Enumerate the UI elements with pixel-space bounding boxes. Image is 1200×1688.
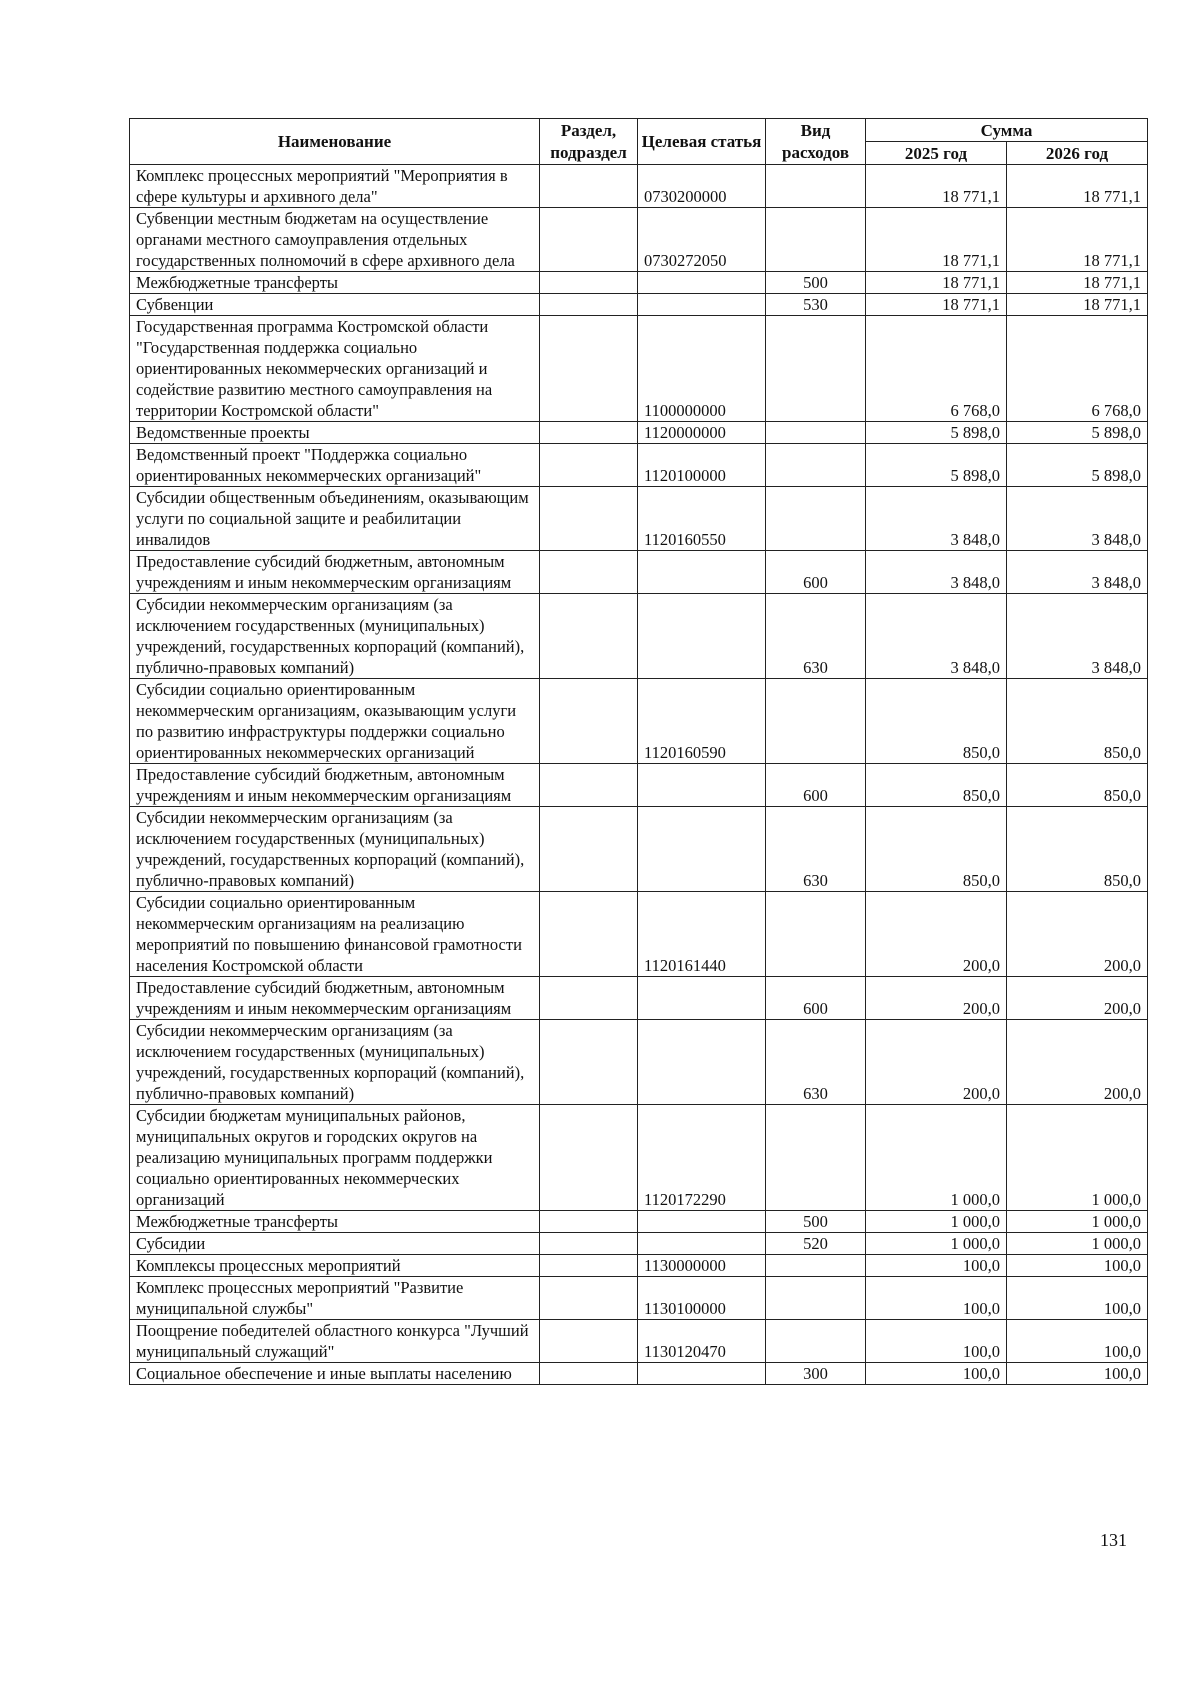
row-section [540,294,638,316]
table-row [130,1255,1148,1277]
row-sum-2026: 18 771,1 [1007,272,1148,294]
table-row [130,1233,1148,1255]
row-kind [766,165,866,208]
row-section [540,594,638,679]
row-article: 1120160590 [638,679,766,764]
row-article [638,551,766,594]
budget-table [129,118,1148,1385]
row-sum-2025: 200,0 [866,892,1007,977]
row-name: Субвенции [130,294,540,316]
row-sum-2026: 200,0 [1007,1020,1148,1105]
row-section [540,1320,638,1363]
row-kind [766,316,866,422]
row-kind [766,444,866,487]
table-row [130,487,1148,551]
row-section [540,1255,638,1277]
table-row [130,165,1148,208]
row-name: Субсидии некоммерческим организациям (за исключением государственных (муниципальных) учреждений, государственных корпораций (компаний), публично-правовых компаний) [130,594,540,679]
row-sum-2026: 5 898,0 [1007,444,1148,487]
row-kind [766,1277,866,1320]
row-name: Предоставление субсидий бюджетным, автономным учреждениям и иным некоммерческим организациям [130,551,540,594]
table-row [130,208,1148,272]
row-sum-2026: 1 000,0 [1007,1105,1148,1211]
row-name: Субсидии общественным объединениям, оказывающим услуги по социальной защите и реабилитации инвалидов [130,487,540,551]
row-kind: 630 [766,594,866,679]
row-sum-2026: 18 771,1 [1007,294,1148,316]
row-kind [766,422,866,444]
row-article: 1130000000 [638,1255,766,1277]
row-sum-2025: 18 771,1 [866,272,1007,294]
row-kind: 630 [766,807,866,892]
row-sum-2025: 3 848,0 [866,551,1007,594]
header-kind: Вид расходов [766,119,866,165]
header-name: Наименование [130,119,540,165]
table-row [130,764,1148,807]
table-row [130,1105,1148,1211]
row-kind: 300 [766,1363,866,1385]
table-row [130,272,1148,294]
row-sum-2025: 5 898,0 [866,422,1007,444]
table-row [130,892,1148,977]
row-article: 1130100000 [638,1277,766,1320]
row-sum-2026: 18 771,1 [1007,165,1148,208]
row-sum-2025: 3 848,0 [866,594,1007,679]
row-sum-2025: 850,0 [866,807,1007,892]
table-row [130,551,1148,594]
row-name: Предоставление субсидий бюджетным, автономным учреждениям и иным некоммерческим организациям [130,977,540,1020]
table-row [130,977,1148,1020]
row-article [638,764,766,807]
row-section [540,272,638,294]
row-article [638,977,766,1020]
row-name: Межбюджетные трансферты [130,1211,540,1233]
table-row [130,294,1148,316]
row-kind [766,679,866,764]
row-sum-2026: 18 771,1 [1007,208,1148,272]
row-sum-2026: 100,0 [1007,1255,1148,1277]
row-sum-2025: 100,0 [866,1363,1007,1385]
table-row [130,444,1148,487]
row-article: 1100000000 [638,316,766,422]
row-article [638,1211,766,1233]
row-section [540,1363,638,1385]
row-sum-2025: 6 768,0 [866,316,1007,422]
row-sum-2025: 18 771,1 [866,294,1007,316]
row-name: Ведомственные проекты [130,422,540,444]
header-article: Целевая статья [638,119,766,165]
row-article [638,1020,766,1105]
row-section [540,1020,638,1105]
row-sum-2025: 100,0 [866,1320,1007,1363]
row-section [540,807,638,892]
row-section [540,1277,638,1320]
row-article: 0730200000 [638,165,766,208]
table-row [130,1211,1148,1233]
row-name: Субсидии некоммерческим организациям (за исключением государственных (муниципальных) учреждений, государственных корпораций (компаний), публично-правовых компаний) [130,1020,540,1105]
row-name: Субвенции местным бюджетам на осуществление органами местного самоуправления отдельных государственных полномочий в сфере архивного дела [130,208,540,272]
row-name: Поощрение победителей областного конкурса "Лучший муниципальный служащий" [130,1320,540,1363]
row-sum-2026: 100,0 [1007,1320,1148,1363]
row-name: Предоставление субсидий бюджетным, автономным учреждениям и иным некоммерческим организациям [130,764,540,807]
row-kind: 600 [766,764,866,807]
row-sum-2026: 200,0 [1007,977,1148,1020]
table-body [130,165,1148,1385]
row-name: Субсидии некоммерческим организациям (за исключением государственных (муниципальных) учреждений, государственных корпораций (компаний), публично-правовых компаний) [130,807,540,892]
row-sum-2025: 850,0 [866,764,1007,807]
row-section [540,165,638,208]
row-section [540,316,638,422]
row-sum-2026: 1 000,0 [1007,1211,1148,1233]
row-article: 1120160550 [638,487,766,551]
row-kind: 600 [766,977,866,1020]
row-name: Субсидии социально ориентированным некоммерческим организациям, оказывающим услуги по развитию инфраструктуры поддержки социально ориентированных некоммерческих организаций [130,679,540,764]
row-sum-2026: 6 768,0 [1007,316,1148,422]
row-kind [766,208,866,272]
row-sum-2026: 850,0 [1007,764,1148,807]
row-name: Социальное обеспечение и иные выплаты населению [130,1363,540,1385]
row-name: Комплекс процессных мероприятий "Мероприятия в сфере культуры и архивного дела" [130,165,540,208]
row-sum-2025: 5 898,0 [866,444,1007,487]
table-header [130,119,1148,165]
header-year-2025: 2025 год [866,142,1007,165]
row-sum-2025: 1 000,0 [866,1211,1007,1233]
row-sum-2026: 1 000,0 [1007,1233,1148,1255]
row-sum-2025: 1 000,0 [866,1233,1007,1255]
row-name: Комплексы процессных мероприятий [130,1255,540,1277]
row-section [540,1105,638,1211]
row-kind: 500 [766,1211,866,1233]
row-kind: 630 [766,1020,866,1105]
row-section [540,422,638,444]
row-kind: 530 [766,294,866,316]
row-sum-2026: 3 848,0 [1007,551,1148,594]
row-kind [766,892,866,977]
row-kind: 500 [766,272,866,294]
row-name: Комплекс процессных мероприятий "Развитие муниципальной службы" [130,1277,540,1320]
row-kind [766,1255,866,1277]
row-kind: 520 [766,1233,866,1255]
row-sum-2025: 1 000,0 [866,1105,1007,1211]
header-year-2026: 2026 год [1007,142,1148,165]
table-row [130,316,1148,422]
row-name: Субсидии [130,1233,540,1255]
header-section: Раздел, подраздел [540,119,638,165]
row-kind: 600 [766,551,866,594]
row-sum-2025: 18 771,1 [866,208,1007,272]
row-kind [766,487,866,551]
row-sum-2026: 850,0 [1007,807,1148,892]
table-row [130,1020,1148,1105]
table-row [130,1277,1148,1320]
page-number: 131 [1100,1530,1127,1550]
row-kind [766,1320,866,1363]
row-article [638,294,766,316]
row-sum-2026: 5 898,0 [1007,422,1148,444]
row-name: Межбюджетные трансферты [130,272,540,294]
row-article: 0730272050 [638,208,766,272]
row-article: 1120172290 [638,1105,766,1211]
row-name: Субсидии бюджетам муниципальных районов, муниципальных округов и городских округов на реализацию муниципальных программ поддержки социально ориентированных некоммерческих организаций [130,1105,540,1211]
row-article [638,1363,766,1385]
row-sum-2025: 200,0 [866,977,1007,1020]
row-sum-2025: 18 771,1 [866,165,1007,208]
row-article: 1120000000 [638,422,766,444]
row-name: Государственная программа Костромской области "Государственная поддержка социально ориентированных некоммерческих организаций и содействие развитию местного самоуправления на территории Костромской области" [130,316,540,422]
row-section [540,1211,638,1233]
row-section [540,892,638,977]
row-sum-2026: 200,0 [1007,892,1148,977]
table-row [130,594,1148,679]
table-row [130,679,1148,764]
row-section [540,444,638,487]
row-section [540,551,638,594]
row-section [540,764,638,807]
row-article: 1120161440 [638,892,766,977]
row-article [638,594,766,679]
row-sum-2026: 3 848,0 [1007,594,1148,679]
table-row [130,1363,1148,1385]
row-sum-2026: 100,0 [1007,1277,1148,1320]
row-article [638,272,766,294]
row-name: Ведомственный проект "Поддержка социально ориентированных некоммерческих организаций" [130,444,540,487]
table-row [130,422,1148,444]
row-name: Субсидии социально ориентированным некоммерческим организациям на реализацию мероприятий по повышению финансовой грамотности населения Костромской области [130,892,540,977]
row-article: 1130120470 [638,1320,766,1363]
row-sum-2026: 850,0 [1007,679,1148,764]
row-article: 1120100000 [638,444,766,487]
row-section [540,1233,638,1255]
row-kind [766,1105,866,1211]
row-sum-2026: 100,0 [1007,1363,1148,1385]
row-sum-2025: 3 848,0 [866,487,1007,551]
row-article [638,1233,766,1255]
row-section [540,679,638,764]
row-sum-2025: 200,0 [866,1020,1007,1105]
table-row [130,807,1148,892]
row-article [638,807,766,892]
row-section [540,487,638,551]
row-section [540,208,638,272]
row-sum-2025: 100,0 [866,1255,1007,1277]
row-sum-2025: 850,0 [866,679,1007,764]
row-sum-2025: 100,0 [866,1277,1007,1320]
row-section [540,977,638,1020]
header-sum: Сумма [866,119,1148,142]
row-sum-2026: 3 848,0 [1007,487,1148,551]
table-row [130,1320,1148,1363]
